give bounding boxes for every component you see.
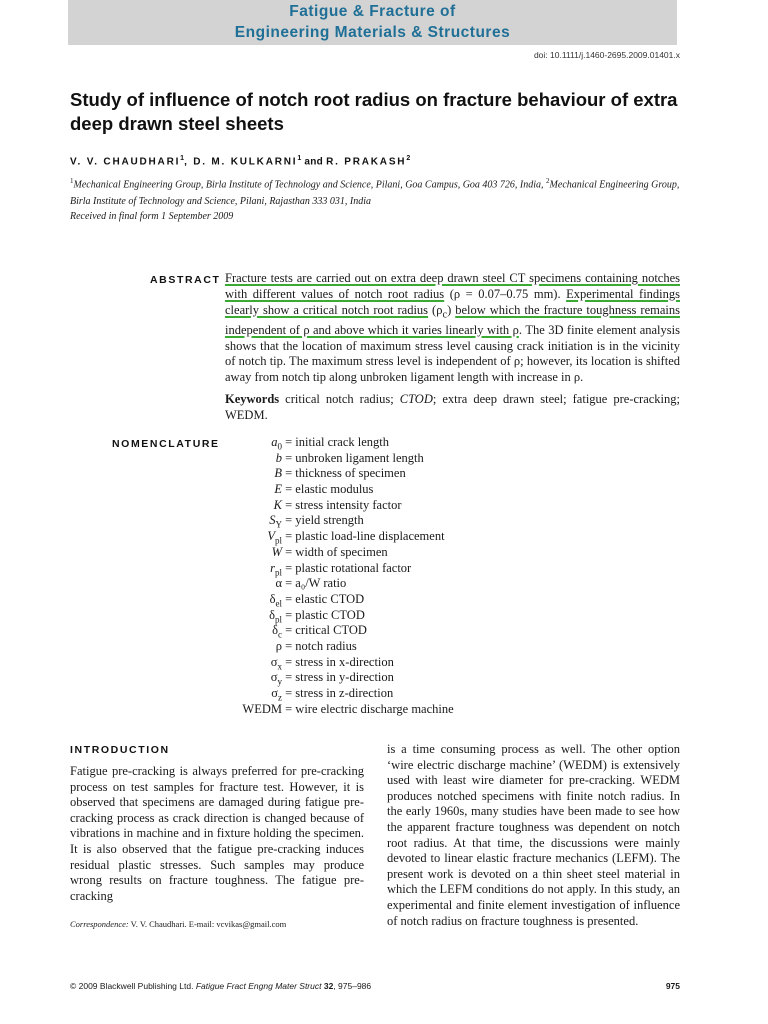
- symbol-text: δ: [269, 607, 275, 622]
- nomenclature-definition: = unbroken ligament length: [282, 450, 424, 465]
- nomenclature-definition: = thickness of specimen: [282, 466, 406, 481]
- keywords: [225, 391, 680, 423]
- affiliation-1: Mechanical Engineering Group, Birla Institute of Technology and Science, Pilani, Goa Campus, Goa 403 726, India,: [73, 179, 547, 191]
- symbol-subscript: x: [277, 661, 282, 672]
- nomenclature-item: [200, 686, 454, 702]
- nomenclature-item: [200, 498, 454, 514]
- nomenclature-definition: = plastic rotational factor: [282, 560, 412, 575]
- symbol-subscript: Y: [275, 519, 282, 530]
- nomenclature-item: [200, 466, 454, 482]
- symbol-text: E: [274, 482, 282, 497]
- page-number: 975: [665, 981, 680, 991]
- affiliation-sup: 2: [546, 177, 550, 185]
- introduction-column-2: is a time consuming process as well. The other option ‘wire electric discharge machine’ (WEDM) is extensively used with least wire diameter for pre-cracking. WEDM produces notched specimens with finite notch radius. In the early 1960s, many studies have been made to see how the apparent fracture toughness was dependent on notch root radius. At that time, the discussions were mainly devoted to linear elastic fracture mechanics (LEFM). The present work is devoted on a thin sheet steel material in which the LEFM conditions do not apply. In this study, an experimental and finite element investigation of influence of notch radius on fracture toughness is presented.: [387, 742, 680, 928]
- nomenclature-definition: = plastic load-line displacement: [282, 529, 445, 544]
- abstract-paren: ): [447, 302, 456, 317]
- nomenclature-item: [200, 702, 454, 718]
- highlighted-sentence: Experimental findings clearly show a critical notch root radius: [225, 286, 681, 317]
- symbol-subscript: el: [275, 598, 282, 609]
- affiliations: [70, 173, 680, 210]
- symbol-text: σ: [271, 686, 278, 700]
- symbol-text: δ: [272, 623, 278, 638]
- symbol-subscript: 0: [277, 441, 282, 452]
- nomenclature-label: NOMENCLATURE: [112, 438, 220, 450]
- nomenclature-item: [200, 513, 454, 529]
- nomenclature-definition: = a₀/W ratio: [282, 576, 347, 591]
- nomenclature-symbol: [200, 702, 282, 722]
- symbol-text: σ: [270, 654, 278, 669]
- nomenclature-item: [200, 592, 454, 608]
- symbol-text: B: [274, 466, 282, 481]
- nomenclature-item: [200, 608, 454, 624]
- introduction-heading: INTRODUCTION: [70, 744, 170, 756]
- author-affil-sup: 1: [180, 155, 185, 162]
- nomenclature-item: [200, 451, 454, 467]
- symbol-text: K: [273, 497, 282, 512]
- symbol-subscript: pl: [274, 614, 282, 625]
- abstract-text-span: The 3D finite element analysis shows that the location of maximum stress level causing crack initiation is in the vicinity of notch tip. The maximum stress level is independent of ρ; however, its location is shifted away from notch tip along unbroken ligament length with increase in ρ.: [225, 322, 680, 385]
- nomenclature-item: [200, 435, 454, 451]
- nomenclature-definition: = critical CTOD: [282, 623, 367, 638]
- correspondence-text: V. V. Chaudhari. E-mail: vcvikas@gmail.com: [128, 919, 287, 929]
- author-list: [70, 155, 410, 167]
- abstract-paren: (ρ: [428, 302, 443, 317]
- keywords-label: Keywords: [225, 392, 280, 406]
- highlighted-sentence: Fracture tests are carried out on extra deep drawn steel CT specimens containing notches with different values of notch root radius: [225, 271, 680, 301]
- journal-title-line1: Fatigue & Fracture of: [289, 3, 456, 20]
- keywords-text: critical notch radius;: [285, 392, 400, 406]
- symbol-subscript: c: [278, 629, 282, 640]
- symbol-text: S: [269, 513, 276, 528]
- symbol-text: a: [271, 435, 278, 449]
- abstract-range: (ρ = 0.07–0.75 mm).: [444, 286, 567, 301]
- nomenclature-item: [200, 561, 454, 577]
- symbol-text: δ: [269, 591, 276, 606]
- footer-copyright: © 2009 Blackwell Publishing Ltd.: [70, 981, 196, 991]
- symbol-text: WEDM: [242, 701, 282, 716]
- footer-volume: 32: [321, 981, 334, 991]
- affiliation-2: Mechanical Engineering Group, Birla Institute of Technology and Science, Pilani, Rajasthan 333 031, India: [70, 179, 680, 208]
- symbol-text: W: [271, 544, 282, 559]
- nomenclature-definition: = notch radius: [282, 638, 357, 653]
- symbol-subscript: y: [277, 676, 282, 687]
- nomenclature-item: [200, 655, 454, 671]
- footer-journal: Fatigue Fract Engng Mater Struct: [195, 981, 322, 991]
- nomenclature-item: [200, 670, 454, 686]
- symbol-text: σ: [270, 670, 278, 685]
- nomenclature-definition: = elastic CTOD: [282, 591, 365, 606]
- nomenclature-definition: = stress in x-direction: [282, 654, 394, 669]
- nomenclature-definition: = initial crack length: [282, 435, 390, 449]
- nomenclature-definition: = elastic modulus: [282, 482, 374, 497]
- article-title: Study of influence of notch root radius on fracture behaviour of extra deep drawn steel sheets: [70, 89, 678, 134]
- nomenclature-item: [200, 529, 454, 545]
- abstract-sub: c: [442, 309, 448, 321]
- author-name: D. M. KULKARNI: [193, 156, 298, 168]
- symbol-subscript: z: [278, 692, 282, 703]
- correspondence-label: Correspondence:: [70, 919, 129, 929]
- author-separator: ,: [184, 156, 194, 168]
- journal-banner: [68, 0, 677, 45]
- introduction-column-1: Fatigue pre-cracking is always preferred for pre-cracking process on test samples for fracture test. However, it is observed that specimens are damaged during fatigue pre-cracking process as crack direction is changed because of vibrations in machine and in fixture holding the specimen. It is also observed that the fatigue pre-cracking induces residual plastic stresses. Such samples may produce wrong results on fracture toughness. The fatigue pre-cracking: [70, 764, 364, 903]
- footer-pages: , 975–986: [333, 981, 372, 991]
- symbol-text: ρ: [275, 638, 282, 653]
- nomenclature-definition: = yield strength: [282, 513, 364, 528]
- abstract-label: ABSTRACT: [150, 274, 221, 286]
- journal-title-line2: Engineering Materials & Structures: [234, 24, 511, 41]
- correspondence-note: [70, 919, 286, 929]
- nomenclature-item: [200, 639, 454, 655]
- symbol-text: r: [270, 560, 275, 575]
- keywords-ctod: CTOD: [399, 392, 433, 406]
- symbol-text: α: [275, 576, 282, 591]
- keywords-text: ; extra deep drawn steel; fatigue pre-cracking; WEDM.: [225, 392, 680, 422]
- author-affil-sup: 2: [406, 155, 411, 162]
- abstract-text-span: .: [518, 322, 526, 337]
- nomenclature-definition: = wire electric discharge machine: [282, 701, 454, 716]
- nomenclature-definition: = stress in y-direction: [282, 670, 394, 685]
- nomenclature-definition: = stress intensity factor: [282, 497, 402, 512]
- received-date: Received in final form 1 September 2009: [70, 211, 234, 222]
- symbol-text: V: [267, 529, 275, 544]
- abstract-text: [225, 271, 680, 386]
- nomenclature-item: [200, 623, 454, 639]
- author-name: R. PRAKASH: [326, 156, 407, 168]
- nomenclature-definition: = stress in z-direction: [282, 686, 394, 700]
- affiliation-sup: 1: [70, 177, 74, 185]
- nomenclature-definition: = width of specimen: [282, 544, 388, 559]
- highlighted-sentence: below which the fracture toughness remains independent of ρ and above which it varies linearly with ρ: [225, 302, 680, 337]
- nomenclature-item: [200, 545, 454, 561]
- symbol-subscript: pl: [274, 567, 282, 577]
- author-name: V. V. CHAUDHARI: [70, 156, 181, 168]
- author-and: and: [301, 156, 327, 168]
- nomenclature-item: [200, 482, 454, 498]
- author-affil-sup: 1: [297, 155, 302, 162]
- nomenclature-item: [200, 576, 454, 592]
- nomenclature-list: [200, 435, 454, 717]
- nomenclature-definition: = plastic CTOD: [282, 607, 365, 622]
- symbol-text: b: [275, 450, 282, 465]
- doi: doi: 10.1111/j.1460-2695.2009.01401.x: [533, 50, 680, 60]
- footer-citation: [70, 981, 371, 991]
- symbol-subscript: pl: [274, 535, 282, 546]
